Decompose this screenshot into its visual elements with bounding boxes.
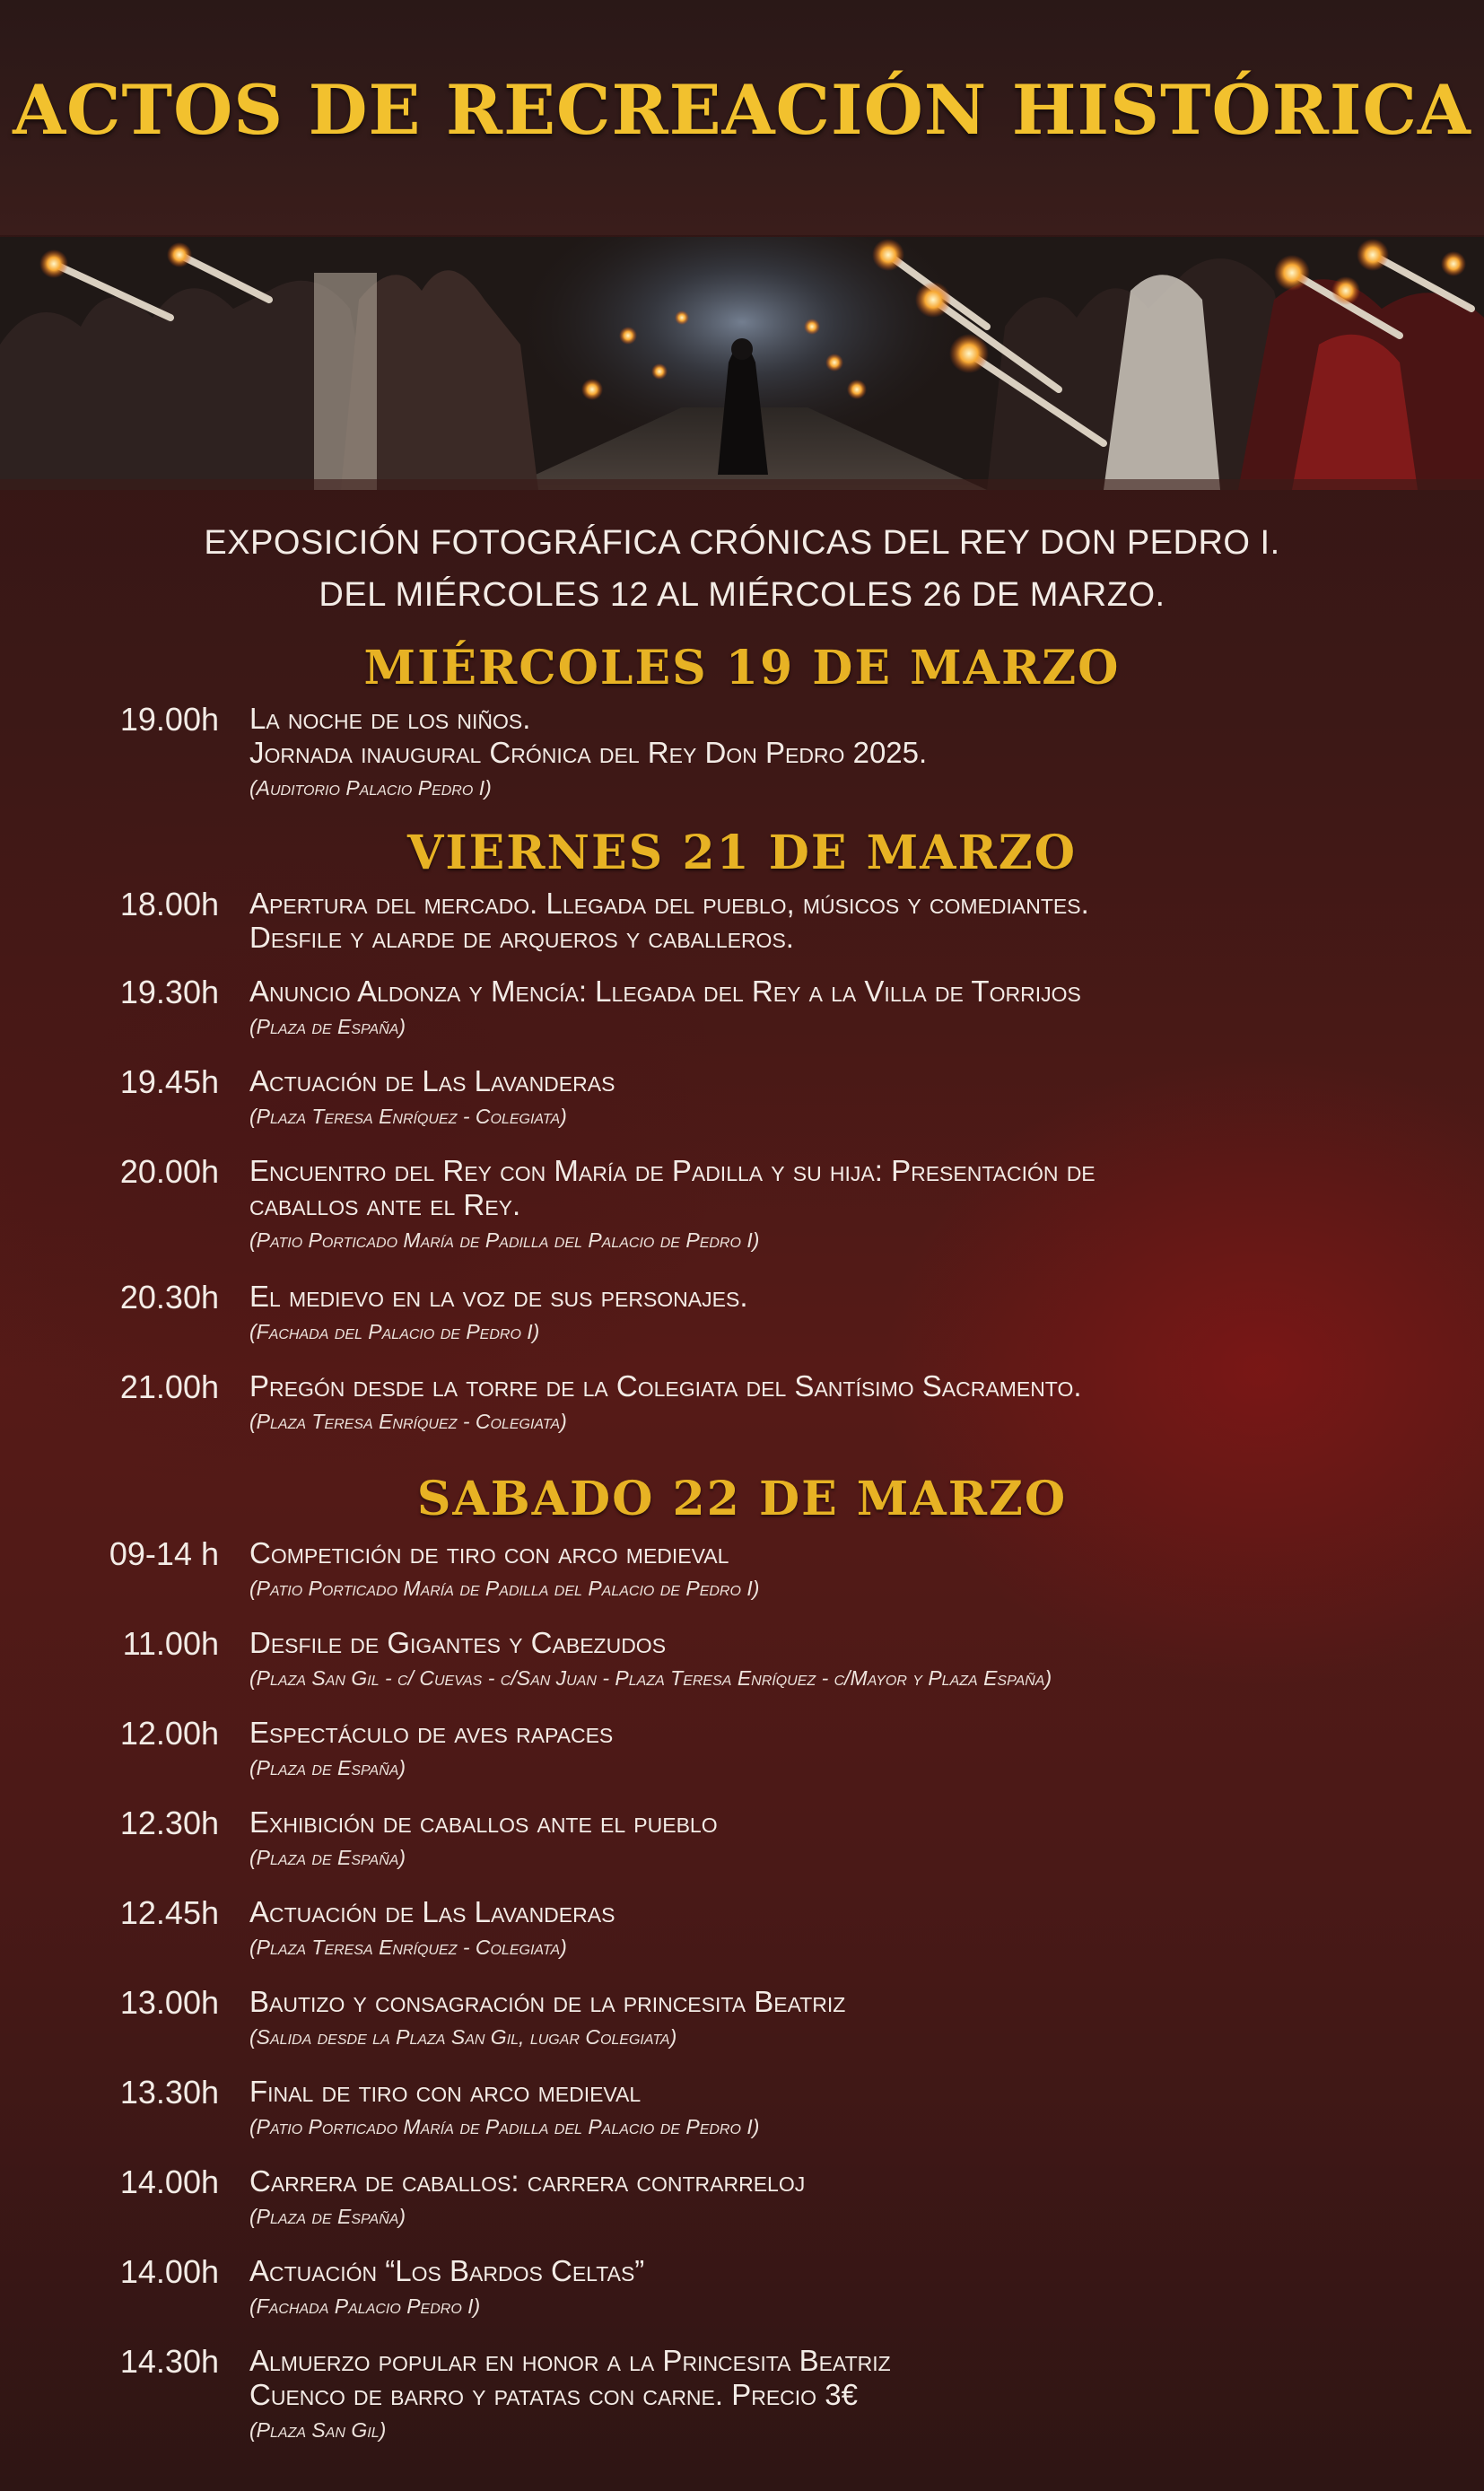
event-description: Anuncio Aldonza y Mencía: Llegada del Rey a la Villa de Torrijos — [249, 975, 1081, 1008]
event-details — [249, 2075, 1443, 2145]
event-location: (Plaza de España) — [249, 2205, 406, 2228]
event-location: (Auditorio Palacio Pedro I) — [249, 776, 492, 800]
torch-procession-photo — [0, 237, 1484, 490]
event-details — [249, 1895, 1443, 1965]
event-details — [249, 1805, 1443, 1875]
event-details — [249, 1716, 1443, 1786]
event-description: Competición de tiro con arco medieval — [249, 1536, 729, 1569]
torch-procession-image — [0, 237, 1484, 490]
event-description: Cuenco de barro y patatas con carne. Precio 3€ — [249, 2378, 858, 2411]
event-details — [249, 2254, 1443, 2324]
event-details — [249, 1280, 1443, 1350]
event-description: Apertura del mercado. Llegada del pueblo, músicos y comediantes. — [249, 887, 1089, 920]
day-title: MIÉRCOLES 19 DE MARZO — [363, 641, 1121, 695]
event-details — [249, 1154, 1443, 1258]
event-description: Exhibición de caballos ante el pueblo — [249, 1805, 718, 1839]
event-description: Carrera de caballos: carrera contrarreloj — [249, 2164, 806, 2198]
event-description: Bautizo y consagración de la princesita Beatriz — [249, 1985, 846, 2018]
event-location: (Plaza San Gil) — [249, 2418, 387, 2442]
event-time: 09-14 h — [109, 1535, 219, 1572]
event-details — [249, 1369, 1443, 1439]
event-description: Almuerzo popular en honor a la Princesita Beatriz — [249, 2344, 891, 2377]
event-time: 13.00h — [119, 1984, 219, 2021]
event-details — [249, 1985, 1443, 2055]
event-time: 19.30h — [119, 974, 219, 1010]
event-description: Actuación de Las Lavanderas — [249, 1064, 615, 1097]
event-description: Espectáculo de aves rapaces — [249, 1716, 614, 1749]
event-details — [249, 2164, 1443, 2234]
event-details — [249, 1626, 1443, 1696]
event-time: 21.00h — [119, 1368, 219, 1405]
event-details — [249, 2344, 1443, 2448]
event-time: 19.00h — [119, 701, 219, 738]
event-location: (Fachada del Palacio de Pedro I) — [249, 1320, 540, 1343]
event-time: 13.30h — [119, 2074, 219, 2111]
event-time: 18.00h — [119, 886, 219, 922]
day-title: SABADO 22 DE MARZO — [416, 1472, 1068, 1526]
event-time: 14.00h — [119, 2253, 219, 2290]
event-time: 12.30h — [119, 1805, 219, 1841]
event-time: 14.00h — [119, 2163, 219, 2200]
event-location: (Plaza de España) — [249, 1015, 406, 1038]
event-description: Final de tiro con arco medieval — [249, 2075, 642, 2108]
event-location: (Patio Porticado María de Padilla del Palacio de Pedro I) — [249, 1577, 760, 1600]
event-location: (Plaza Teresa Enríquez - Colegiata) — [249, 1410, 567, 1433]
event-details — [249, 887, 1443, 955]
event-time: 14.30h — [119, 2343, 219, 2380]
event-time: 19.45h — [119, 1063, 219, 1100]
event-description: La noche de los niños. — [249, 702, 531, 735]
event-details — [249, 975, 1443, 1044]
event-location: (Patio Porticado María de Padilla del Palacio de Pedro I) — [249, 1228, 760, 1252]
event-description: Actuación de Las Lavanderas — [249, 1895, 615, 1928]
event-location: (Patio Porticado María de Padilla del Palacio de Pedro I) — [249, 2115, 760, 2138]
event-details — [249, 702, 1443, 806]
event-time: 11.00h — [122, 1625, 219, 1662]
event-location: (Plaza de España) — [249, 1756, 406, 1779]
title-banner — [0, 0, 1484, 235]
event-time: 20.00h — [119, 1153, 219, 1190]
event-description: Actuación “Los Bardos Celtas” — [249, 2254, 645, 2287]
event-time: 12.00h — [119, 1715, 219, 1752]
page-title: ACTOS DE RECREACIÓN HISTÓRICA — [13, 70, 1471, 150]
event-location: (Plaza Teresa Enríquez - Colegiata) — [249, 1105, 567, 1128]
event-time: 20.30h — [119, 1279, 219, 1315]
event-description: Desfile de Gigantes y Cabezudos — [249, 1626, 667, 1659]
event-description: Pregón desde la torre de la Colegiata del Santísimo Sacramento. — [249, 1369, 1082, 1403]
event-location: (Fachada Palacio Pedro I) — [249, 2294, 481, 2318]
event-location: (Plaza Teresa Enríquez - Colegiata) — [249, 1936, 567, 1959]
event-time: 12.45h — [119, 1894, 219, 1931]
event-location: (Plaza de España) — [249, 1846, 406, 1869]
event-description: Desfile y alarde de arqueros y caballeros. — [249, 921, 794, 954]
event-location: (Salida desde la Plaza San Gil, lugar Colegiata) — [249, 2025, 677, 2049]
event-location: (Plaza San Gil - c/ Cuevas - c/San Juan - Plaza Teresa Enríquez - c/Mayor y Plaza España) — [249, 1666, 1052, 1690]
event-description: caballos ante el Rey. — [249, 1188, 521, 1221]
event-details — [249, 1064, 1443, 1134]
exhibition-line-1: EXPOSICIÓN FOTOGRÁFICA CRÓNICAS DEL REY DON PEDRO I. — [204, 524, 1280, 562]
day-title: VIERNES 21 DE MARZO — [406, 826, 1078, 880]
event-description: Encuentro del Rey con María de Padilla y su hija: Presentación de — [249, 1154, 1096, 1187]
exhibition-line-2: DEL MIÉRCOLES 12 AL MIÉRCOLES 26 DE MARZO. — [319, 576, 1165, 614]
event-description: Jornada inaugural Crónica del Rey Don Pedro 2025. — [249, 736, 928, 769]
event-description: El medievo en la voz de sus personajes. — [249, 1280, 748, 1313]
event-details — [249, 1536, 1443, 1606]
